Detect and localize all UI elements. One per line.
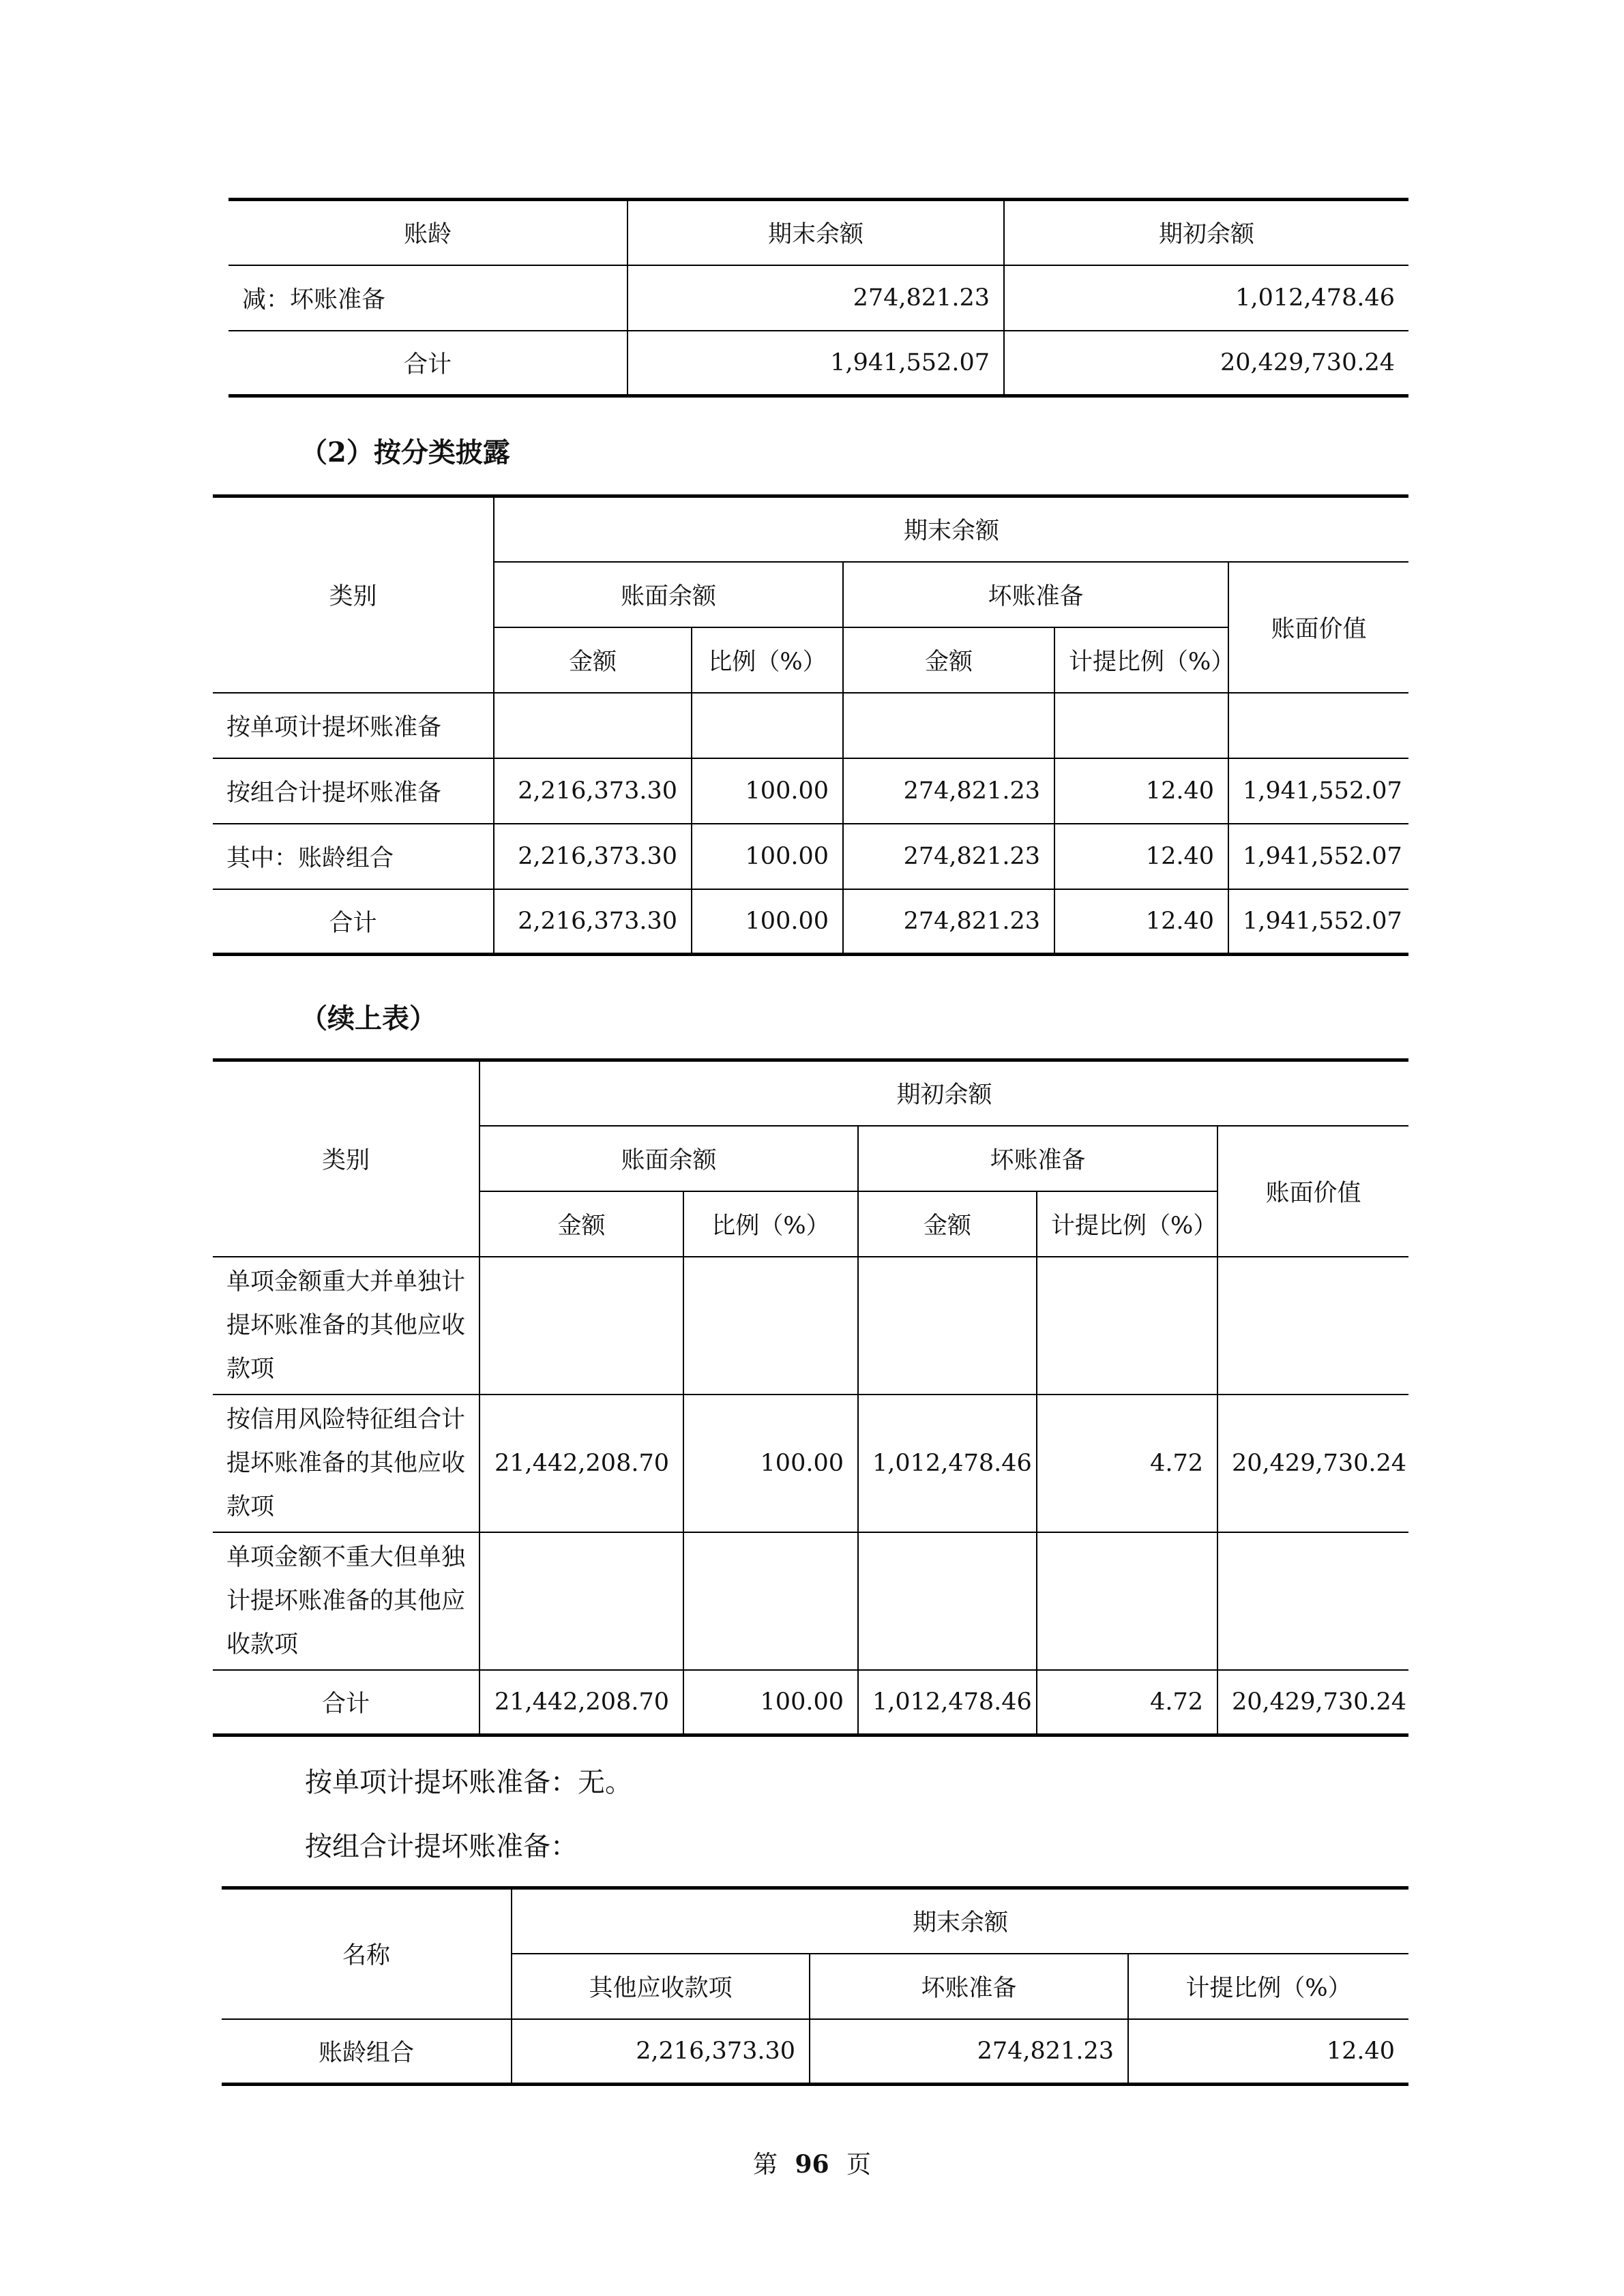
footer-suffix: 页 [846,2151,872,2179]
header-opening-balance: 期初余额 [1004,200,1408,265]
cell-value: 4.72 [1037,1395,1217,1532]
cell-value: 274,821.23 [843,758,1054,824]
cell-value: 2,216,373.30 [494,758,692,824]
cell-value: 274,821.23 [843,824,1054,889]
cell-value: 20,429,730.24 [1004,331,1408,396]
cell-value [1228,693,1408,758]
row-label: 单项金额不重大但单独计提坏账准备的其他应收款项 [213,1532,479,1670]
page-number: 96 [795,2150,829,2179]
footer-prefix: 第 [752,2151,778,2179]
header-category: 类别 [213,496,494,693]
row-label: 其中：账龄组合 [213,824,494,889]
header-amount: 金额 [843,627,1054,693]
cell-value [494,693,692,758]
table-row [213,889,1408,955]
header-provision-ratio: 计提比例（%） [1054,627,1228,693]
cell-value: 1,941,552.07 [1228,824,1408,889]
header-book-value: 账面价值 [1228,562,1408,693]
aging-combination-table [222,1886,1408,2086]
table-row [213,1257,1408,1395]
cell-value: 21,442,208.70 [479,1670,683,1735]
header-amount: 金额 [494,627,692,693]
paragraph-single-provision: 按单项计提坏账准备：无。 [305,1767,632,1798]
cell-value [1217,1257,1408,1395]
header-ratio: 比例（%） [683,1191,858,1257]
cell-value [1217,1532,1408,1670]
row-label: 合计 [213,1670,479,1735]
table-row [213,1395,1408,1532]
table-header-row [213,1060,1408,1126]
cell-value: 12.40 [1128,2019,1408,2085]
cell-value: 2,216,373.30 [494,824,692,889]
cell-value [692,693,843,758]
row-label: 账龄组合 [222,2019,512,2085]
classification-table-closing [213,494,1408,956]
cell-value: 12.40 [1054,758,1228,824]
header-amount: 金额 [858,1191,1037,1257]
row-label: 单项金额重大并单独计提坏账准备的其他应收款项 [213,1257,479,1395]
table-row [213,693,1408,758]
header-aging: 账龄 [228,200,628,265]
cell-value: 12.40 [1054,824,1228,889]
continued-title: （续上表） [300,1002,437,1034]
cell-value: 1,012,478.46 [858,1395,1037,1532]
row-label: 按单项计提坏账准备 [213,693,494,758]
cell-value: 100.00 [683,1395,858,1532]
cell-value [843,693,1054,758]
cell-value [858,1257,1037,1395]
cell-value: 21,442,208.70 [479,1395,683,1532]
row-label: 合计 [228,331,628,396]
cell-value [1037,1257,1217,1395]
cell-value: 100.00 [692,889,843,955]
table-row [228,265,1408,331]
header-book-balance: 账面余额 [494,562,843,627]
table-row [213,1670,1408,1735]
header-period: 期初余额 [479,1060,1408,1126]
header-bad-debt: 坏账准备 [843,562,1228,627]
cell-value [858,1532,1037,1670]
cell-value [1037,1532,1217,1670]
header-bad-debt: 坏账准备 [810,1954,1128,2019]
header-closing-balance: 期末余额 [628,200,1004,265]
header-provision-ratio: 计提比例（%） [1037,1191,1217,1257]
table-row [213,824,1408,889]
paragraph-combined-provision: 按组合计提坏账准备： [305,1831,578,1862]
cell-value: 1,941,552.07 [628,331,1004,396]
section-title: （2）按分类披露 [300,436,510,468]
table-header-row [213,496,1408,562]
table-row [213,1532,1408,1670]
cell-value [1054,693,1228,758]
cell-value: 2,216,373.30 [512,2019,810,2085]
table-row [222,2019,1408,2085]
row-label: 减：坏账准备 [228,265,628,331]
cell-value: 1,012,478.46 [1004,265,1408,331]
header-other-receivables: 其他应收款项 [512,1954,810,2019]
cell-value: 2,216,373.30 [494,889,692,955]
cell-value: 100.00 [692,758,843,824]
header-book-balance: 账面余额 [479,1126,858,1191]
table-header-row [228,200,1408,265]
header-amount: 金额 [479,1191,683,1257]
row-label: 按信用风险特征组合计提坏账准备的其他应收款项 [213,1395,479,1532]
cell-value: 274,821.23 [843,889,1054,955]
cell-value: 1,941,552.07 [1228,889,1408,955]
row-label: 按组合计提坏账准备 [213,758,494,824]
cell-value: 20,429,730.24 [1217,1395,1408,1532]
table-row [213,758,1408,824]
header-book-value: 账面价值 [1217,1126,1408,1257]
cell-value: 12.40 [1054,889,1228,955]
cell-value: 4.72 [1037,1670,1217,1735]
cell-value [479,1257,683,1395]
page-footer [0,2145,1624,2180]
header-ratio: 比例（%） [692,627,843,693]
cell-value: 1,012,478.46 [858,1670,1037,1735]
header-period: 期末余额 [512,1888,1408,1954]
header-provision-ratio: 计提比例（%） [1128,1954,1408,2019]
classification-table-opening [213,1058,1408,1737]
cell-value: 1,941,552.07 [1228,758,1408,824]
table-header-row [222,1888,1408,1954]
cell-value: 100.00 [692,824,843,889]
cell-value: 100.00 [683,1670,858,1735]
row-label: 合计 [213,889,494,955]
header-category: 类别 [213,1060,479,1257]
aging-table [228,198,1408,398]
header-name: 名称 [222,1888,512,2019]
table-row [228,331,1408,396]
cell-value: 20,429,730.24 [1217,1670,1408,1735]
header-period: 期末余额 [494,496,1408,562]
cell-value [683,1257,858,1395]
cell-value [479,1532,683,1670]
cell-value: 274,821.23 [810,2019,1128,2085]
cell-value: 274,821.23 [628,265,1004,331]
cell-value [683,1532,858,1670]
header-bad-debt: 坏账准备 [858,1126,1217,1191]
